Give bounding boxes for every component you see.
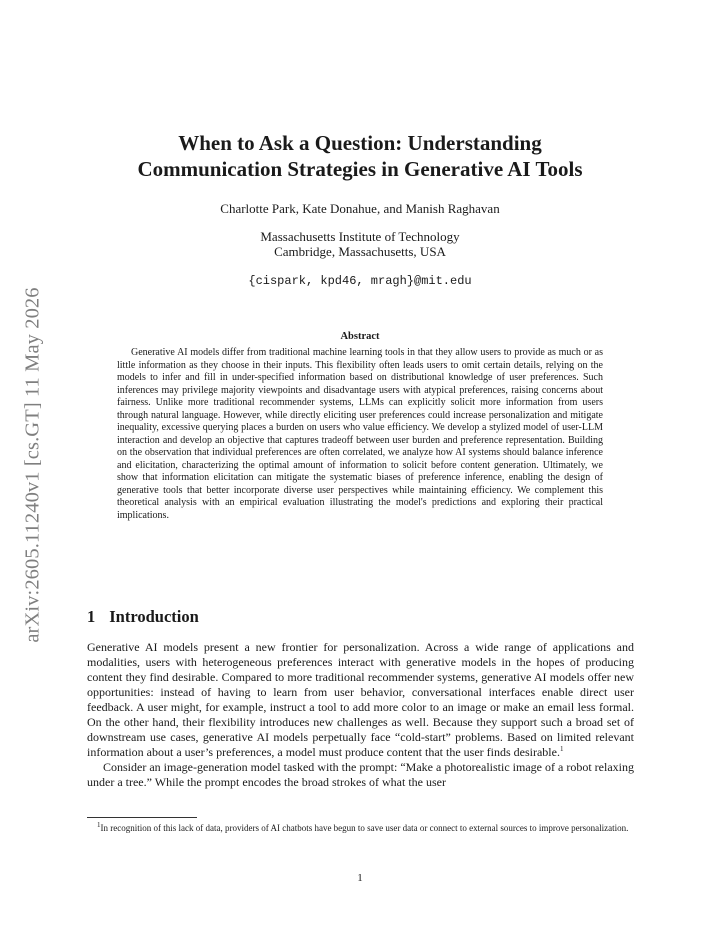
abstract-heading: Abstract	[340, 331, 380, 342]
footnote-divider	[87, 817, 197, 818]
abstract-text: Generative AI models differ from traditional machine learning tools in that they allow users to provide as much or as little information as they choose in their inputs. This flexibility often leads users to omit certain details, relying on the models to infer and fill in under-specified information based on distributional knowledge of user preferences. Such inferences may privilege majority viewpoints and disadvantage users with atypical preferences, raising concerns about fairness. Unlike more traditional recommender systems, LLMs can explicitly solicit more information from users through natural language. However, while directly eliciting user preferences could increase personalization and mitigate inequality, excessive querying places a burden on users who value efficiency. We develop a stylized model of user-LLM interaction and develop an objective that captures tradeoff between user burden and preference representation. Building on the observation that individual preferences are often correlated, we analyze how AI systems should balance inference and elicitation, characterizing the optimal amount of information to solicit before content generation. Ultimately, we show that information elicitation can mitigate the systematic biases of preference inference, enabling the design of generative tools that better incorporate diverse user perspectives while maintaining efficiency. We complement this theoretical analysis with an empirical evaluation illustrating the model's predictions and exploring their practical implications.	[117, 347, 603, 521]
affiliation	[80, 229, 640, 259]
author-list: Charlotte Park, Kate Donahue, and Manish Raghavan	[220, 201, 500, 216]
paper-title	[80, 130, 640, 182]
affiliation-location: Cambridge, Massachusetts, USA	[274, 244, 446, 259]
footnote	[87, 822, 634, 834]
intro-paragraph-1	[87, 640, 634, 760]
footnote-text: In recognition of this lack of data, providers of AI chatbots have begun to save user data or connect to external sources to improve personalization.	[100, 823, 629, 833]
intro-paragraph-1-text: Generative AI models present a new frontier for personalization. Across a wide range of applications and modalities, users with heterogeneous preferences interact with generative models in the hopes of producing content they find desirable. Compared to more traditional recommender systems, generative AI models offer new opportunities: instead of having to learn from user behavior, conversational interfaces enable direct user feedback. A user might, for example, instruct a tool to add more color to an image or make an email less formal. On the other hand, their flexibility introduces new challenges as well. Because they support such a broad set of downstream use cases, generative AI models perpetually face “cold-start” problems. Based on limited relevant information about a user’s preferences, a model must produce content that the user finds desirable.	[87, 640, 634, 759]
section-title: Introduction	[109, 607, 199, 626]
intro-paragraph-2: Consider an image-generation model tasked with the prompt: “Make a photorealistic image of a robot relaxing under a tree.” While the prompt encodes the broad strokes of what the user	[87, 760, 634, 789]
arxiv-identifier-stamp: arXiv:2605.11240v1 [cs.GT] 11 May 2026	[21, 287, 44, 643]
footnote-reference[interactable]: 1	[559, 745, 564, 753]
section-number: 1	[87, 607, 96, 626]
introduction-body	[87, 640, 634, 790]
author-emails: {cispark, kpd46, mragh}@mit.edu	[248, 274, 472, 288]
page-number: 1	[357, 872, 363, 884]
footnote-marker: 1	[97, 821, 101, 829]
paper-title-line-2: Communication Strategies in Generative AI Tools	[137, 157, 583, 181]
paper-title-line-1: When to Ask a Question: Understanding	[178, 131, 542, 155]
section-heading	[87, 607, 199, 627]
affiliation-institution: Massachusetts Institute of Technology	[260, 229, 460, 244]
